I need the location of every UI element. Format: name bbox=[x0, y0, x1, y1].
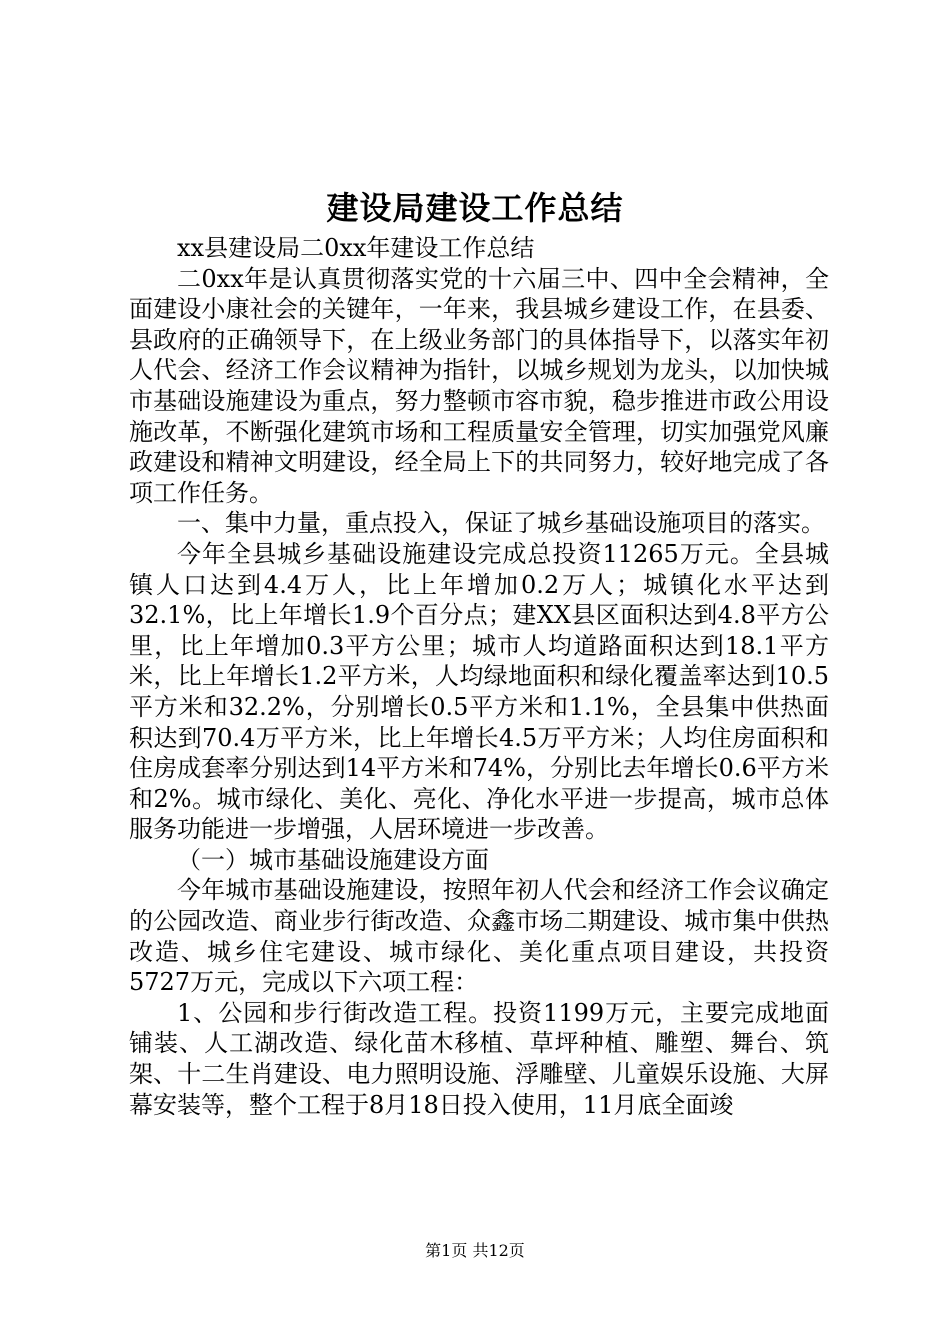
page-footer: 第1页 共12页 bbox=[425, 1241, 525, 1260]
document-body bbox=[129, 233, 829, 1120]
paragraph-section-one-heading: 一、集中力量，重点投入，保证了城乡基础设施项目的落实。 bbox=[177, 509, 825, 538]
paragraph-investment-stats: 今年全县城乡基础设施建设完成总投资11265万元。全县城镇人口达到4.4万人，比上年增加0.2万人；城镇化水平达到32.1%，比上年增长1.9个百分点；建XX县区面积达到4.8平方公里，比上年增加0.3平方公里；城市人均道路面积达到18.1平方米，比上年增长1.2平方米，人均绿地面积和绿化覆盖率达到10.5平方米和32.2%，分别增长0.5平方米和1.1%，全县集中供热面积达到70.4万平方米，比上年增长4.5万平方米；人均住房面积和住房成套率分别达到14平方米和74%，分别比去年增长0.6平方米和2%。城市绿化、美化、亮化、净化水平进一步提高，城市总体服务功能进一步增强，人居环境进一步改善。 bbox=[129, 539, 829, 844]
document-title: 建设局建设工作总结 bbox=[326, 189, 624, 227]
paragraph-subsection-heading: （一）城市基础设施建设方面 bbox=[177, 845, 489, 874]
paragraph-infrastructure: 今年城市基础设施建设，按照年初人代会和经济工作会议确定的公园改造、商业步行街改造、众鑫市场二期建设、城市集中供热改造、城乡住宅建设、城市绿化、美化重点项目建设，共投资5727万元，完成以下六项工程： bbox=[129, 876, 829, 997]
paragraph-subtitle: xx县建设局二0xx年建设工作总结 bbox=[177, 234, 535, 262]
paragraph-intro: 二0xx年是认真贯彻落实党的十六届三中、四中全会精神，全面建设小康社会的关键年，一年来，我县城乡建设工作，在县委、县政府的正确领导下，在上级业务部门的具体指导下，以落实年初人代会、经济工作会议精神为指针，以城乡规划为龙头，以加快城市基础设施建设为重点，努力整顿市容市貌，稳步推进市政公用设施改革，不断强化建筑市场和工程质量安全管理，切实加强党风廉政建设和精神文明建设，经全局上下的共同努力，较好地完成了各项工作任务。 bbox=[129, 264, 829, 507]
paragraph-park-project: 1、公园和步行街改造工程。投资1199万元，主要完成地面铺装、人工湖改造、绿化苗木移植、草坪种植、雕塑、舞台、筑架、十二生肖建设、电力照明设施、浮雕壁、儿童娱乐设施、大屏幕安装等，整个工程于8月18日投入使用，11月底全面竣 bbox=[129, 998, 829, 1119]
